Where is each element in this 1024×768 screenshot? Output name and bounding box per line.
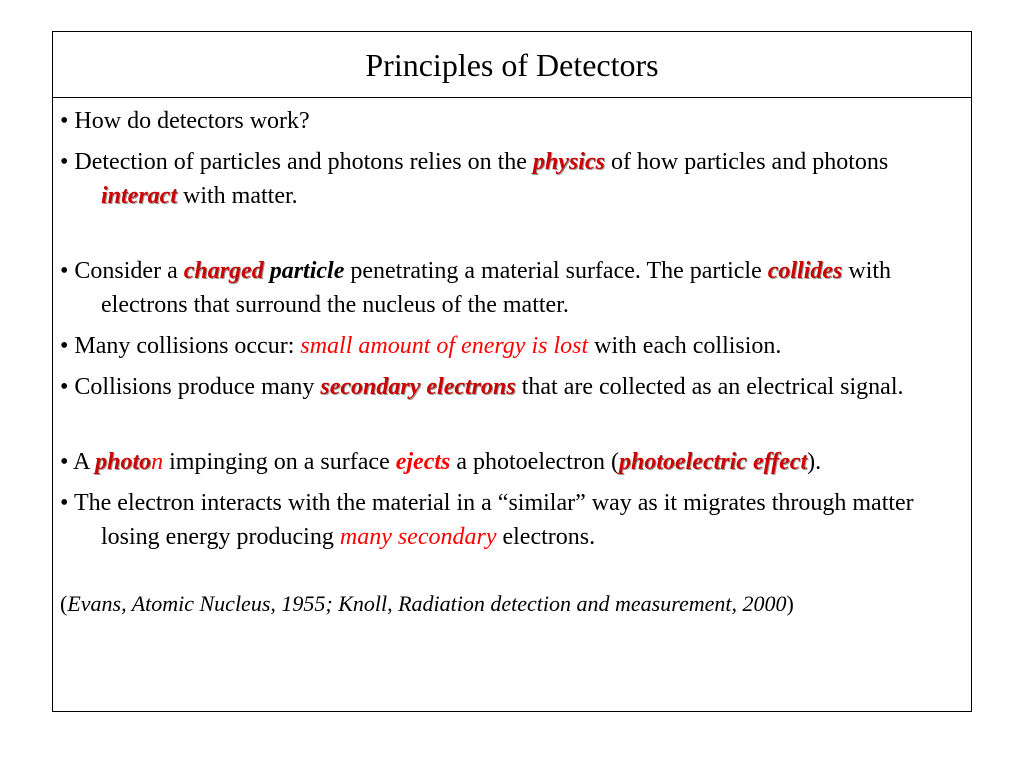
- text-run: Many collisions occur:: [68, 333, 301, 359]
- reference-line: [60, 587, 963, 621]
- emphasis-photoelectric-effect: photoelectric effect: [618, 449, 808, 475]
- slide-body: [60, 104, 963, 628]
- emphasis-photon-n: n: [151, 449, 164, 475]
- emphasis-charged: charged: [183, 258, 264, 284]
- bullet-glyph: •: [60, 333, 69, 359]
- text-run: with matter.: [177, 183, 298, 209]
- text-run: Consider a: [68, 258, 184, 284]
- text-run: that are collected as an electrical signal.: [515, 374, 904, 400]
- bullet-secondary-electrons: [60, 370, 963, 404]
- text-run: Detection of particles and photons relies on the: [68, 149, 533, 175]
- paragraph-gap: [60, 411, 963, 445]
- text-run: The electron interacts with the material in a “similar” way as it migrates through matter losing energy producing: [68, 490, 914, 550]
- bullet-photon: [60, 445, 963, 479]
- ref-close-paren: ): [786, 591, 794, 616]
- bullet-charged-particle: [60, 254, 963, 322]
- reference-citation: Evans, Atomic Nucleus, 1955; Knoll, Radiation detection and measurement, 2000: [67, 591, 787, 616]
- text-run: with each collision.: [588, 333, 782, 359]
- emphasis-particle: particle: [269, 258, 345, 284]
- bullet-glyph: •: [60, 149, 69, 175]
- bullet-glyph: •: [60, 108, 69, 134]
- emphasis-collides: collides: [767, 258, 843, 284]
- paragraph-gap: [60, 220, 963, 254]
- text-run: a photoelectron (: [450, 449, 619, 475]
- text-run: with electrons that surround the nucleus of the matter.: [101, 258, 892, 318]
- emphasis-many-secondary: many secondary: [339, 524, 497, 550]
- emphasis-ejects: ejects: [395, 449, 451, 475]
- text-run: penetrating a material surface. The particle: [344, 258, 768, 284]
- slide-title: Principles of Detectors: [365, 46, 659, 83]
- text-run: A: [68, 449, 96, 475]
- text-run: How do detectors work?: [68, 108, 310, 134]
- bullet-glyph: •: [60, 258, 69, 284]
- bullet-glyph: •: [60, 374, 69, 400]
- bullet-detection-physics: [60, 145, 963, 213]
- text-run: Collisions produce many: [68, 374, 321, 400]
- bullet-glyph: •: [60, 490, 69, 516]
- text-run: of how particles and photons: [604, 149, 889, 175]
- text-run: impinging on a surface: [163, 449, 396, 475]
- emphasis-physics: physics: [532, 149, 605, 175]
- bullet-how-detectors-work: [60, 104, 963, 138]
- emphasis-secondary-electrons: secondary electrons: [320, 374, 516, 400]
- emphasis-energy-lost: small amount of energy is lost: [300, 333, 589, 359]
- text-run: ).: [807, 449, 822, 475]
- emphasis-photo: photo: [95, 449, 152, 475]
- bullet-electron-interacts: [60, 486, 963, 554]
- emphasis-interact: interact: [101, 183, 177, 209]
- slide-frame: [52, 31, 972, 712]
- title-bar: [53, 32, 971, 98]
- text-run: electrons.: [496, 524, 596, 550]
- bullet-glyph: •: [60, 449, 69, 475]
- bullet-many-collisions: [60, 329, 963, 363]
- paragraph-gap: [60, 561, 963, 581]
- ref-open-paren: (: [60, 591, 68, 616]
